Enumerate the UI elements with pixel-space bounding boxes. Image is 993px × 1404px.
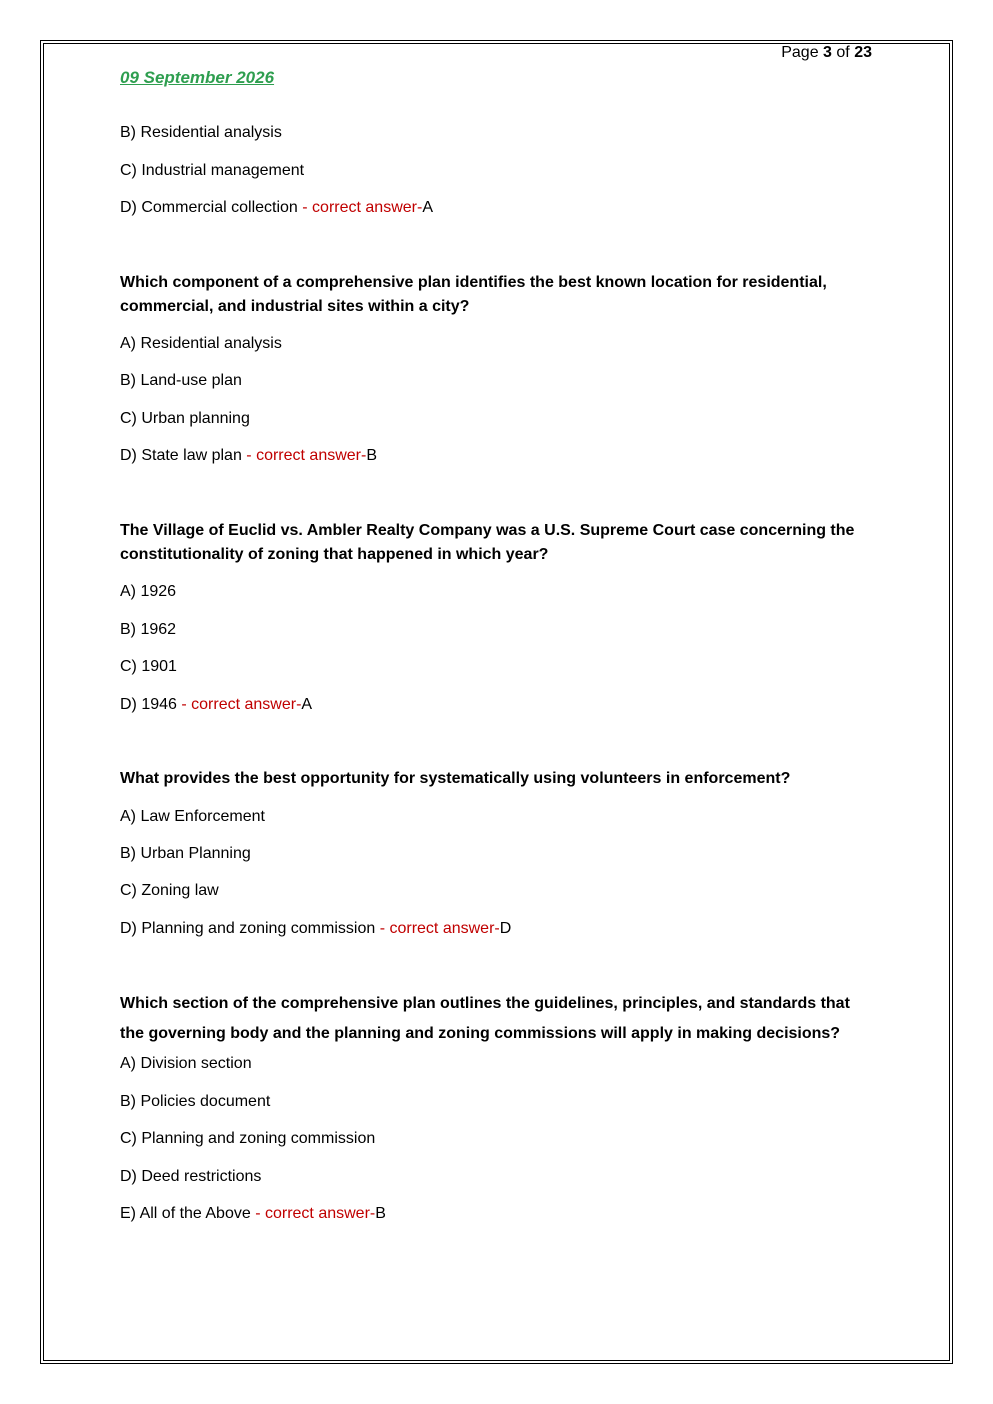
question-text: Which component of a comprehensive plan identifies the best known location for residential, commercial, and industrial sites within a city?	[120, 274, 827, 315]
option-line: A) 1926	[120, 583, 177, 600]
option-line: D) Commercial collection - correct answer-A	[120, 199, 433, 216]
option-line: B) Residential analysis	[120, 124, 282, 141]
question-text: Which section of the comprehensive plan outlines the guidelines, principles, and standards that the governing body and the planning and zoning commissions will apply in making decisions? A) Division section	[120, 995, 850, 1072]
correct-answer-letter: D	[499, 920, 512, 937]
option-line: D) 1946 - correct answer-A	[120, 696, 313, 713]
option-line: D) State law plan - correct answer-B	[120, 447, 377, 464]
correct-answer-marker: - correct answer-	[246, 447, 367, 464]
option-line: E) All of the Above - correct answer-B	[120, 1205, 386, 1222]
option-line: C) Planning and zoning commission	[120, 1130, 376, 1147]
document-date: 09 September 2026	[120, 68, 275, 87]
option-line: B) 1962	[120, 621, 177, 638]
option-line: B) Urban Planning	[120, 845, 251, 862]
option-line: A) Division section	[120, 1055, 252, 1072]
option-line: C) 1901	[120, 658, 177, 675]
option-line: B) Policies document	[120, 1093, 271, 1110]
option-line: C) Zoning law	[120, 882, 219, 899]
correct-answer-letter: A	[301, 696, 313, 713]
option-line: A) Residential analysis	[120, 335, 282, 352]
option-line: C) Industrial management	[120, 162, 305, 179]
option-line: C) Urban planning	[120, 410, 250, 427]
correct-answer-letter: B	[375, 1205, 386, 1222]
option-line: A) Law Enforcement	[120, 808, 265, 825]
option-line: D) Deed restrictions	[120, 1168, 262, 1185]
option-line: B) Land-use plan	[120, 372, 242, 389]
correct-answer-marker: - correct answer-	[379, 920, 500, 937]
correct-answer-marker: - correct answer-	[181, 696, 302, 713]
page-number: Page 3 of 23	[781, 44, 872, 61]
question-text: What provides the best opportunity for systematically using volunteers in enforcement?	[120, 770, 791, 787]
correct-answer-marker: - correct answer-	[255, 1205, 376, 1222]
question-text: The Village of Euclid vs. Ambler Realty Company was a U.S. Supreme Court case concerning the constitutionality of zoning that happened in which year?	[120, 522, 855, 563]
option-line: D) Planning and zoning commission - correct answer-D	[120, 920, 512, 937]
correct-answer-letter: B	[366, 447, 377, 464]
correct-answer-marker: - correct answer-	[302, 199, 423, 216]
correct-answer-letter: A	[422, 199, 433, 216]
